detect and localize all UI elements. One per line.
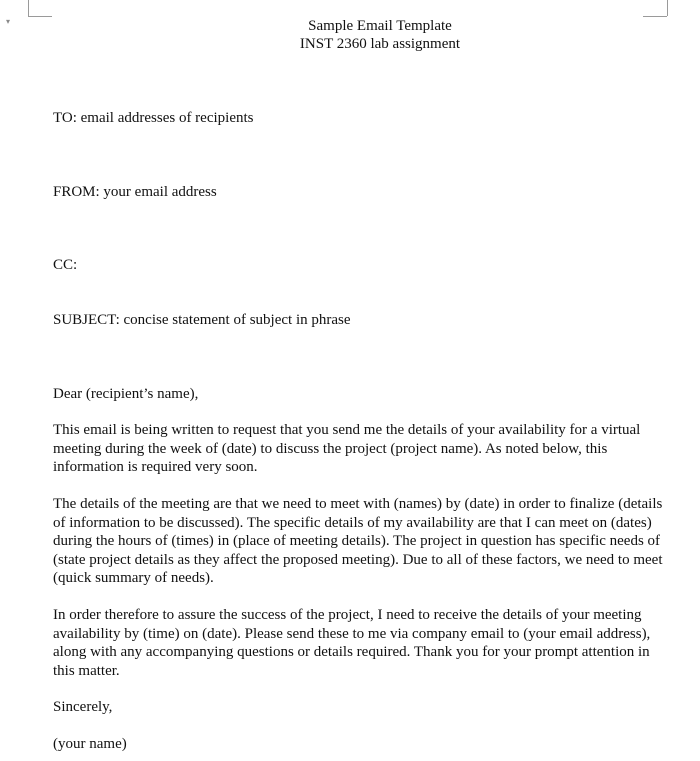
body-paragraph-3: In order therefore to assure the success of the project, I need to receive the details of your meeting availability by (time) on (date). Please send these to me via company email to (your email address), along with any accompanying questions or details required. Thank you for your prompt attention in this matter. bbox=[53, 607, 651, 679]
document-title: Sample Email Template bbox=[308, 18, 452, 34]
document-subtitle: INST 2360 lab assignment bbox=[299, 36, 461, 52]
subject-field[interactable]: SUBJECT: concise statement of subject in phrase bbox=[53, 312, 351, 328]
salutation: Dear (recipient’s name), bbox=[53, 386, 199, 402]
crop-mark-top-left-vertical bbox=[28, 0, 29, 16]
crop-mark-top-right-vertical bbox=[667, 0, 668, 16]
closing: Sincerely, bbox=[53, 699, 113, 715]
title-block bbox=[0, 17, 700, 53]
to-field[interactable]: TO: email addresses of recipients bbox=[53, 110, 254, 126]
cc-field[interactable]: CC: bbox=[53, 257, 78, 273]
collapse-marker-icon: ▾ bbox=[6, 17, 11, 26]
signature: (your name) bbox=[53, 736, 127, 752]
from-field[interactable]: FROM: your email address bbox=[53, 184, 217, 200]
body-paragraph-2: The details of the meeting are that we need to meet with (names) by (date) in order to finalize (details of information to be discussed). The specific details of my availability are that I can meet on (dates) during the hours of (times) in (place of meeting details). The project in question has specific needs of (state project details as they affect the proposed meeting). Due to all of these factors, we need to meet (quick summary of needs). bbox=[53, 496, 663, 586]
body-paragraph-1: This email is being written to request that you send me the details of your availability for a virtual meeting during the week of (date) to discuss the project (project name). As noted below, this information is required very soon. bbox=[53, 422, 641, 475]
